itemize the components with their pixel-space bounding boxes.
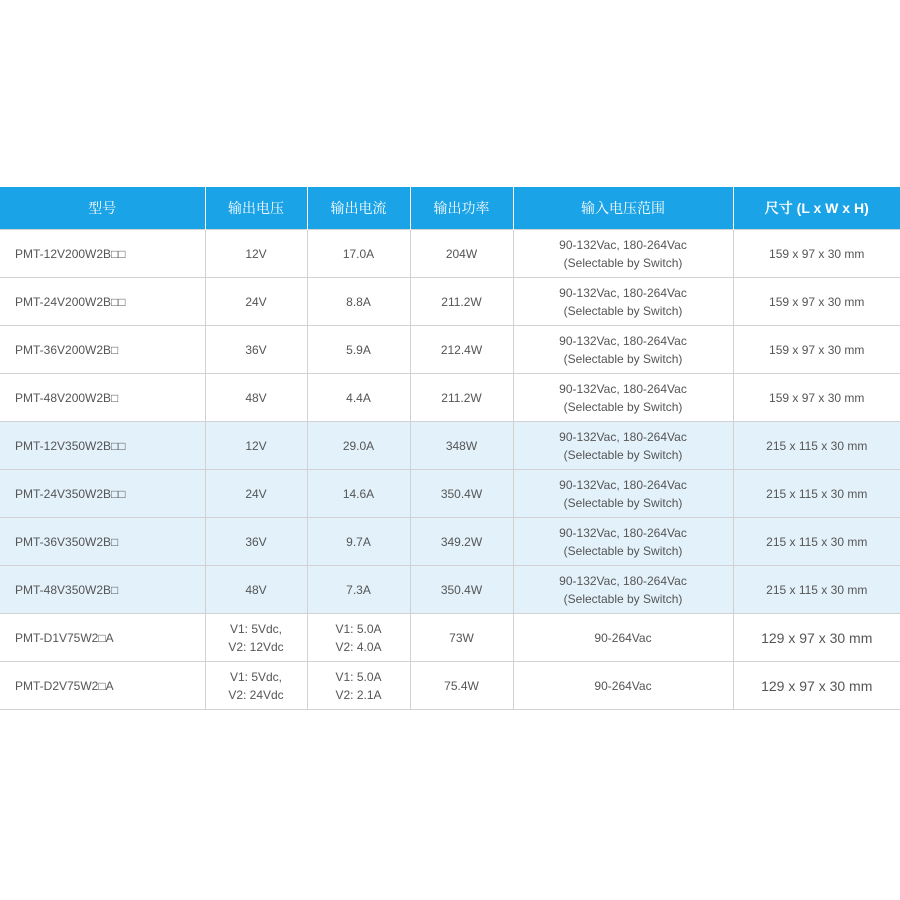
voltage-line: V1: 5Vdc,: [229, 621, 283, 636]
voltage-line: 12V: [245, 438, 267, 453]
input-line: 90-132Vac, 180-264Vac: [559, 333, 687, 348]
cell-model: PMT-36V350W2B□: [0, 518, 205, 566]
cell-input-voltage-range: [513, 374, 733, 422]
input-line: (Selectable by Switch): [563, 591, 683, 606]
cell-output-current: [307, 278, 410, 326]
input-line: (Selectable by Switch): [563, 351, 683, 366]
input-line: (Selectable by Switch): [563, 255, 683, 270]
input-line: 90-132Vac, 180-264Vac: [559, 477, 687, 492]
cell-input-voltage-range: [513, 278, 733, 326]
cell-model: PMT-D1V75W2□A: [0, 614, 205, 662]
table-row: [0, 374, 900, 422]
cell-output-voltage: [205, 422, 307, 470]
cell-dimensions: 215 x 115 x 30 mm: [733, 518, 900, 566]
voltage-line: 48V: [245, 582, 267, 597]
cell-output-voltage: [205, 518, 307, 566]
input-line: 90-132Vac, 180-264Vac: [559, 573, 687, 588]
table-body: [0, 230, 900, 710]
current-line: 17.0A: [342, 246, 375, 261]
current-line: 7.3A: [346, 582, 371, 597]
header-input-voltage-range: 输入电压范围: [513, 187, 733, 230]
current-line: 4.4A: [346, 390, 371, 405]
cell-input-voltage-range: [513, 614, 733, 662]
cell-output-current: [307, 422, 410, 470]
input-line: 90-132Vac, 180-264Vac: [559, 381, 687, 396]
current-line: V2: 2.1A: [335, 687, 382, 702]
cell-output-current: [307, 470, 410, 518]
cell-dimensions: 215 x 115 x 30 mm: [733, 566, 900, 614]
input-line: 90-264Vac: [594, 630, 652, 645]
header-output-power: 输出功率: [410, 187, 513, 230]
cell-output-power: 73W: [410, 614, 513, 662]
cell-output-voltage: [205, 614, 307, 662]
voltage-line: 48V: [245, 390, 267, 405]
voltage-line: 36V: [245, 534, 267, 549]
current-line: V1: 5.0A: [335, 621, 382, 636]
input-line: (Selectable by Switch): [563, 447, 683, 462]
table-header: [0, 187, 900, 230]
cell-output-current: [307, 374, 410, 422]
cell-model: PMT-48V350W2B□: [0, 566, 205, 614]
cell-dimensions: 159 x 97 x 30 mm: [733, 374, 900, 422]
cell-output-power: 204W: [410, 230, 513, 278]
cell-output-current: [307, 566, 410, 614]
voltage-line: 24V: [245, 486, 267, 501]
table-row: [0, 230, 900, 278]
current-line: 8.8A: [346, 294, 371, 309]
current-line: 5.9A: [346, 342, 371, 357]
cell-input-voltage-range: [513, 230, 733, 278]
cell-dimensions: 129 x 97 x 30 mm: [733, 662, 900, 710]
current-line: 9.7A: [346, 534, 371, 549]
table-row: [0, 614, 900, 662]
input-line: 90-264Vac: [594, 678, 652, 693]
cell-output-voltage: [205, 662, 307, 710]
table-row: [0, 470, 900, 518]
table-row: [0, 518, 900, 566]
cell-dimensions: 159 x 97 x 30 mm: [733, 230, 900, 278]
input-line: 90-132Vac, 180-264Vac: [559, 525, 687, 540]
cell-output-power: 211.2W: [410, 374, 513, 422]
voltage-line: 24V: [245, 294, 267, 309]
table-row: [0, 662, 900, 710]
voltage-line: V2: 12Vdc: [228, 639, 284, 654]
input-line: (Selectable by Switch): [563, 495, 683, 510]
header-dimensions: 尺寸 (L x W x H): [733, 187, 900, 230]
cell-model: PMT-24V200W2B□□: [0, 278, 205, 326]
table-row: [0, 566, 900, 614]
voltage-line: V2: 24Vdc: [228, 687, 284, 702]
cell-output-voltage: [205, 278, 307, 326]
cell-output-voltage: [205, 566, 307, 614]
current-line: V1: 5.0A: [335, 669, 382, 684]
voltage-line: 12V: [245, 246, 267, 261]
cell-model: PMT-12V350W2B□□: [0, 422, 205, 470]
input-line: (Selectable by Switch): [563, 303, 683, 318]
cell-output-current: [307, 614, 410, 662]
cell-output-current: [307, 518, 410, 566]
input-line: 90-132Vac, 180-264Vac: [559, 237, 687, 252]
input-line: 90-132Vac, 180-264Vac: [559, 429, 687, 444]
cell-input-voltage-range: [513, 326, 733, 374]
cell-output-current: [307, 662, 410, 710]
current-line: 14.6A: [342, 486, 375, 501]
cell-input-voltage-range: [513, 662, 733, 710]
table-row: [0, 326, 900, 374]
cell-output-voltage: [205, 470, 307, 518]
current-line: V2: 4.0A: [335, 639, 382, 654]
header-row: [0, 187, 900, 230]
cell-model: PMT-24V350W2B□□: [0, 470, 205, 518]
cell-output-current: [307, 326, 410, 374]
cell-output-power: 211.2W: [410, 278, 513, 326]
cell-output-current: [307, 230, 410, 278]
input-line: (Selectable by Switch): [563, 543, 683, 558]
cell-dimensions: 159 x 97 x 30 mm: [733, 326, 900, 374]
input-line: (Selectable by Switch): [563, 399, 683, 414]
header-model: 型号: [0, 187, 205, 230]
cell-output-voltage: [205, 230, 307, 278]
cell-dimensions: 129 x 97 x 30 mm: [733, 614, 900, 662]
cell-dimensions: 215 x 115 x 30 mm: [733, 422, 900, 470]
voltage-line: V1: 5Vdc,: [229, 669, 283, 684]
cell-model: PMT-36V200W2B□: [0, 326, 205, 374]
voltage-line: 36V: [245, 342, 267, 357]
cell-output-power: 75.4W: [410, 662, 513, 710]
cell-input-voltage-range: [513, 422, 733, 470]
header-output-current: 输出电流: [307, 187, 410, 230]
input-line: 90-132Vac, 180-264Vac: [559, 285, 687, 300]
cell-input-voltage-range: [513, 518, 733, 566]
cell-output-power: 350.4W: [410, 470, 513, 518]
cell-output-voltage: [205, 326, 307, 374]
cell-output-power: 348W: [410, 422, 513, 470]
cell-input-voltage-range: [513, 470, 733, 518]
spec-table: [0, 187, 900, 710]
cell-output-power: 212.4W: [410, 326, 513, 374]
cell-model: PMT-12V200W2B□□: [0, 230, 205, 278]
cell-dimensions: 159 x 97 x 30 mm: [733, 278, 900, 326]
cell-output-power: 350.4W: [410, 566, 513, 614]
cell-model: PMT-D2V75W2□A: [0, 662, 205, 710]
cell-output-voltage: [205, 374, 307, 422]
table-row: [0, 278, 900, 326]
cell-dimensions: 215 x 115 x 30 mm: [733, 470, 900, 518]
current-line: 29.0A: [342, 438, 375, 453]
cell-output-power: 349.2W: [410, 518, 513, 566]
cell-model: PMT-48V200W2B□: [0, 374, 205, 422]
table-row: [0, 422, 900, 470]
cell-input-voltage-range: [513, 566, 733, 614]
header-output-voltage: 输出电压: [205, 187, 307, 230]
